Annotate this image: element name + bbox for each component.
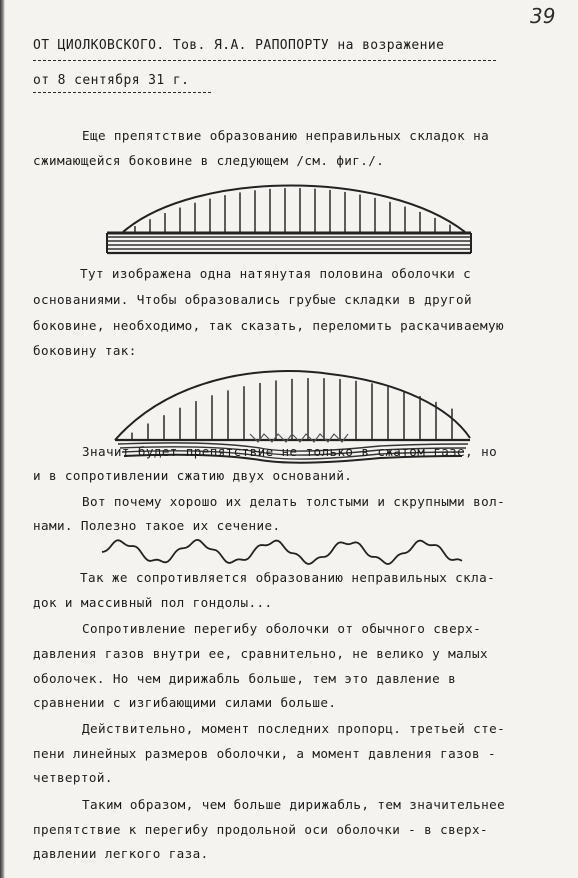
scan-edge <box>0 0 5 878</box>
header-underline-2 <box>33 92 211 93</box>
para7-line-1: Действительно, момент последних пропорц. третьей сте- <box>82 721 506 736</box>
para6-line-3: оболочек. Но чем дирижабль больше, тем это давление в <box>33 671 457 686</box>
para4-line-1: Вот почему хорошо их делать толстыми и скрупными вол- <box>82 494 506 509</box>
header-line-1: ОТ ЦИОЛКОВСКОГО. Тов. Я.А. РАПОПОРТУ на возражение <box>33 38 445 53</box>
para2-line-1: Тут изображена одна натянутая половина оболочки с <box>80 266 472 281</box>
para6-line-1: Сопротивление перегибу оболочки от обычного сверх- <box>82 621 482 636</box>
para7-line-2: пени линейных размеров оболочки, а момент давления газов - <box>33 746 496 761</box>
para5-line-1: Так же сопротивляется образованию неправильных скла- <box>80 570 496 585</box>
para3-line-2: и в сопротивлении сжатию двух оснований. <box>33 468 353 483</box>
page-number: 39 <box>530 4 556 28</box>
para8-line-2: препятствие к перегибу продольной оси оболочки - в сверх- <box>33 822 488 837</box>
para6-line-2: давления газов внутри ее, сравнительно, не велико у малых <box>33 646 488 661</box>
para1-line-1: Еще препятствие образованию неправильных складок на <box>82 128 490 143</box>
para1-line-2: сжимающейся боковине в следующем /см. фиг./. <box>33 153 385 168</box>
para6-line-4: сравнении с изгибающими силами больше. <box>33 695 337 710</box>
para5-line-2: док и массивный пол гондолы... <box>33 595 273 610</box>
para4-line-2: нами. Полезно такое их сечение. <box>33 518 281 533</box>
para3-line-1: Значит будет препятствие не только в сжатом газе, но <box>82 444 498 459</box>
para2-line-4: боковину так: <box>33 343 137 358</box>
header-line-2: от 8 сентября 31 г. <box>33 73 190 88</box>
para2-line-2: основаниями. Чтобы образовались грубые складки в другой <box>33 292 473 307</box>
para2-line-3: боковине, необходимо, так сказать, переломить раскачиваемую <box>33 318 504 333</box>
figure-1-envelope <box>105 176 473 264</box>
figure-3-wave-section <box>102 528 472 574</box>
header-underline-1 <box>33 60 496 61</box>
para8-line-3: давлении легкого газа. <box>33 846 209 861</box>
para8-line-1: Таким образом, чем больше дирижабль, тем значительнее <box>82 797 506 812</box>
para7-line-3: четвертой. <box>33 770 113 785</box>
